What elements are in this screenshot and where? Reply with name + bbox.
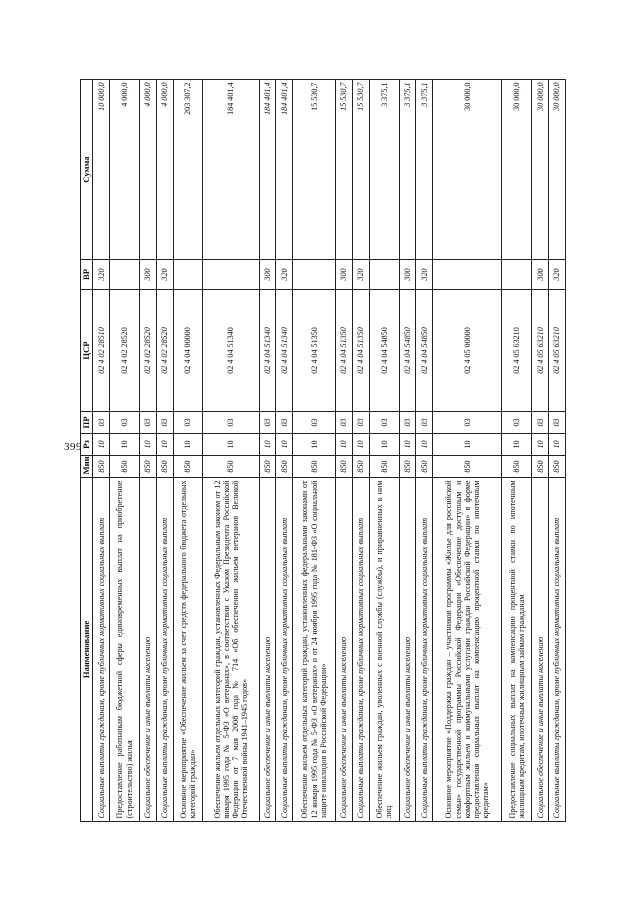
header-sum: Сумма [81, 80, 93, 260]
table-row [502, 80, 532, 822]
table-row [203, 80, 259, 822]
cell-min: 850 [336, 456, 353, 478]
cell-csr: 02 4 04 54850 [399, 290, 416, 412]
cell-min: 850 [259, 456, 276, 478]
cell-pr: 03 [156, 412, 173, 434]
cell-name: Обеспечение жильем отдельных категорий граждан, установленных федеральными законами от 12 января 1995 года № 5-ФЗ «О ветеранах» и от 24 ноября 1995 года № 181-ФЗ «О социальной защите инвалидов в Российской Федерации» [293, 478, 336, 822]
cell-name: Обеспечение жильем граждан, уволенных с военной службы (службы), и приравненных к ним лиц [369, 478, 399, 822]
cell-pr: 03 [173, 412, 203, 434]
cell-name: Социальное обеспечение и иные выплаты населению [399, 478, 416, 822]
cell-rz: 10 [156, 434, 173, 456]
cell-pr: 03 [352, 412, 369, 434]
cell-vr [369, 260, 399, 290]
cell-pr: 03 [276, 412, 293, 434]
cell-csr: 02 4 04 51340 [259, 290, 276, 412]
cell-vr [433, 260, 502, 290]
cell-rz: 10 [399, 434, 416, 456]
cell-rz: 10 [502, 434, 532, 456]
cell-rz: 10 [293, 434, 336, 456]
cell-pr: 03 [293, 412, 336, 434]
cell-name: Социальные выплаты гражданам, кроме публичных нормативных социальных выплат [549, 478, 566, 822]
cell-csr: 02 4 04 51340 [203, 290, 259, 412]
cell-vr [203, 260, 259, 290]
table-row [336, 80, 353, 822]
table-row [416, 80, 433, 822]
cell-rz: 10 [173, 434, 203, 456]
cell-csr: 02 4 04 51350 [336, 290, 353, 412]
cell-min: 850 [156, 456, 173, 478]
header-min: Мин [81, 456, 93, 478]
cell-pr: 03 [336, 412, 353, 434]
table-row [433, 80, 502, 822]
cell-vr: 300 [399, 260, 416, 290]
cell-min: 850 [502, 456, 532, 478]
cell-name: Основное мероприятие «Обеспечение жильем за счет средств федерального бюджета отдельных категорий граждан» [173, 478, 203, 822]
cell-min: 850 [532, 456, 549, 478]
cell-pr: 03 [549, 412, 566, 434]
table-wrapper [80, 80, 566, 822]
cell-vr: 320 [93, 260, 110, 290]
cell-min: 850 [110, 456, 140, 478]
cell-min: 850 [399, 456, 416, 478]
cell-vr: 300 [532, 260, 549, 290]
cell-sum: 4 000,0 [139, 80, 156, 260]
cell-vr: 320 [276, 260, 293, 290]
cell-sum: 184 401,4 [276, 80, 293, 260]
cell-csr: 02 4 05 63210 [502, 290, 532, 412]
cell-rz: 10 [352, 434, 369, 456]
cell-min: 850 [276, 456, 293, 478]
cell-rz: 10 [276, 434, 293, 456]
header-name: Наименование [81, 478, 93, 822]
cell-sum: 30 000,0 [502, 80, 532, 260]
cell-csr: 02 4 02 28520 [110, 290, 140, 412]
cell-rz: 10 [110, 434, 140, 456]
cell-pr: 03 [502, 412, 532, 434]
cell-csr: 02 4 02 28510 [93, 290, 110, 412]
cell-min: 850 [293, 456, 336, 478]
cell-pr: 03 [369, 412, 399, 434]
cell-sum: 3 375,1 [369, 80, 399, 260]
header-pr: ПР [81, 412, 93, 434]
cell-sum: 10 000,0 [93, 80, 110, 260]
table-row [93, 80, 110, 822]
header-csr: ЦСР [81, 290, 93, 412]
cell-name: Социальное обеспечение и иные выплаты населению [259, 478, 276, 822]
cell-name: Социальные выплаты гражданам, кроме публичных нормативных социальных выплат [416, 478, 433, 822]
cell-csr: 02 4 04 51350 [293, 290, 336, 412]
cell-min: 850 [433, 456, 502, 478]
cell-name: Социальное обеспечение и иные выплаты населению [532, 478, 549, 822]
table-row [549, 80, 566, 822]
cell-rz: 10 [416, 434, 433, 456]
cell-sum: 3 375,1 [399, 80, 416, 260]
table-row [532, 80, 549, 822]
cell-pr: 03 [416, 412, 433, 434]
cell-sum: 30 000,0 [549, 80, 566, 260]
cell-min: 850 [369, 456, 399, 478]
cell-vr: 320 [156, 260, 173, 290]
table-row [110, 80, 140, 822]
table-row [259, 80, 276, 822]
cell-sum: 4 000,0 [110, 80, 140, 260]
cell-min: 850 [173, 456, 203, 478]
cell-min: 850 [203, 456, 259, 478]
cell-csr: 02 4 04 51340 [276, 290, 293, 412]
cell-sum: 203 307,2 [173, 80, 203, 260]
cell-csr: 02 4 05 63210 [549, 290, 566, 412]
cell-vr: 300 [336, 260, 353, 290]
cell-csr: 02 4 04 54850 [369, 290, 399, 412]
cell-name: Предоставление работникам бюджетной сферы единовременных выплат на приобретение (строительство) жилья [110, 478, 140, 822]
cell-name: Социальные выплаты гражданам, кроме публичных нормативных социальных выплат [156, 478, 173, 822]
cell-min: 850 [352, 456, 369, 478]
cell-csr: 02 4 02 28520 [156, 290, 173, 412]
cell-min: 850 [93, 456, 110, 478]
cell-csr: 02 4 04 00000 [173, 290, 203, 412]
cell-pr: 03 [203, 412, 259, 434]
table-row [399, 80, 416, 822]
cell-min: 850 [549, 456, 566, 478]
cell-rz: 10 [336, 434, 353, 456]
cell-name: Социальные выплаты гражданам, кроме публичных нормативных социальных выплат [276, 478, 293, 822]
cell-rz: 10 [93, 434, 110, 456]
cell-rz: 10 [369, 434, 399, 456]
cell-csr: 02 4 04 54850 [416, 290, 433, 412]
cell-name: Социальные выплаты гражданам, кроме публичных нормативных социальных выплат [352, 478, 369, 822]
cell-vr: 320 [352, 260, 369, 290]
header-vr: ВР [81, 260, 93, 290]
cell-pr: 03 [259, 412, 276, 434]
cell-name: Обеспечение жильем отдельных категорий граждан, установленных Федеральным законом от 12 января 1995 года № 5-ФЗ «О ветеранах», в соответствии с Указом Президента Российской Федерации от 7 мая 2008 года № 714 «Об обеспечении жильем ветеранов Великой Отечественной войны 1941–1945 годов» [203, 478, 259, 822]
cell-pr: 03 [532, 412, 549, 434]
cell-rz: 10 [532, 434, 549, 456]
budget-table [80, 79, 566, 822]
cell-name: Основное мероприятие «Поддержка граждан – участников программы «Жилье для российской семьи» государственной программы Российской Федерации «Обеспечение доступным и комфортным жильем и коммунальными услугами граждан Российской Федерации» в форме предоставления социальных выплат на компенсацию процентной ставки по ипотечным кредитам» [433, 478, 502, 822]
cell-sum: 184 401,4 [259, 80, 276, 260]
cell-csr: 02 4 04 51350 [352, 290, 369, 412]
cell-sum: 15 530,7 [352, 80, 369, 260]
cell-csr: 02 4 05 00000 [433, 290, 502, 412]
cell-rz: 10 [259, 434, 276, 456]
table-header-row [81, 80, 93, 822]
cell-name: Предоставление социальных выплат на компенсацию процентной ставки по ипотечным жилищным кредитам, ипотечным жилищным займам гражданам [502, 478, 532, 822]
cell-vr: 300 [139, 260, 156, 290]
cell-min: 850 [416, 456, 433, 478]
cell-sum: 3 375,1 [416, 80, 433, 260]
cell-vr: 320 [549, 260, 566, 290]
cell-name: Социальные выплаты гражданам, кроме публичных нормативных социальных выплат [93, 478, 110, 822]
cell-sum: 15 530,7 [336, 80, 353, 260]
cell-vr [110, 260, 140, 290]
table-row [293, 80, 336, 822]
cell-vr [502, 260, 532, 290]
cell-vr [293, 260, 336, 290]
cell-rz: 10 [139, 434, 156, 456]
table-row [276, 80, 293, 822]
cell-pr: 03 [433, 412, 502, 434]
cell-name: Социальное обеспечение и иные выплаты населению [139, 478, 156, 822]
cell-csr: 02 4 02 28520 [139, 290, 156, 412]
table-body [93, 80, 566, 822]
cell-sum: 184 401,4 [203, 80, 259, 260]
cell-sum: 30 000,0 [433, 80, 502, 260]
table-row [173, 80, 203, 822]
table-row [352, 80, 369, 822]
cell-name: Социальное обеспечение и иные выплаты населению [336, 478, 353, 822]
cell-pr: 03 [399, 412, 416, 434]
cell-pr: 03 [110, 412, 140, 434]
cell-csr: 02 4 05 63210 [532, 290, 549, 412]
table-row [156, 80, 173, 822]
cell-pr: 03 [139, 412, 156, 434]
page-number: 399 [64, 441, 82, 453]
header-rz: Рз [81, 434, 93, 456]
cell-sum: 30 000,0 [532, 80, 549, 260]
cell-rz: 10 [203, 434, 259, 456]
table-row [369, 80, 399, 822]
cell-rz: 10 [433, 434, 502, 456]
cell-vr [173, 260, 203, 290]
table-row [139, 80, 156, 822]
cell-rz: 10 [549, 434, 566, 456]
cell-sum: 15 530,7 [293, 80, 336, 260]
cell-vr: 300 [259, 260, 276, 290]
cell-min: 850 [139, 456, 156, 478]
cell-vr: 320 [416, 260, 433, 290]
cell-sum: 4 000,0 [156, 80, 173, 260]
cell-pr: 03 [93, 412, 110, 434]
